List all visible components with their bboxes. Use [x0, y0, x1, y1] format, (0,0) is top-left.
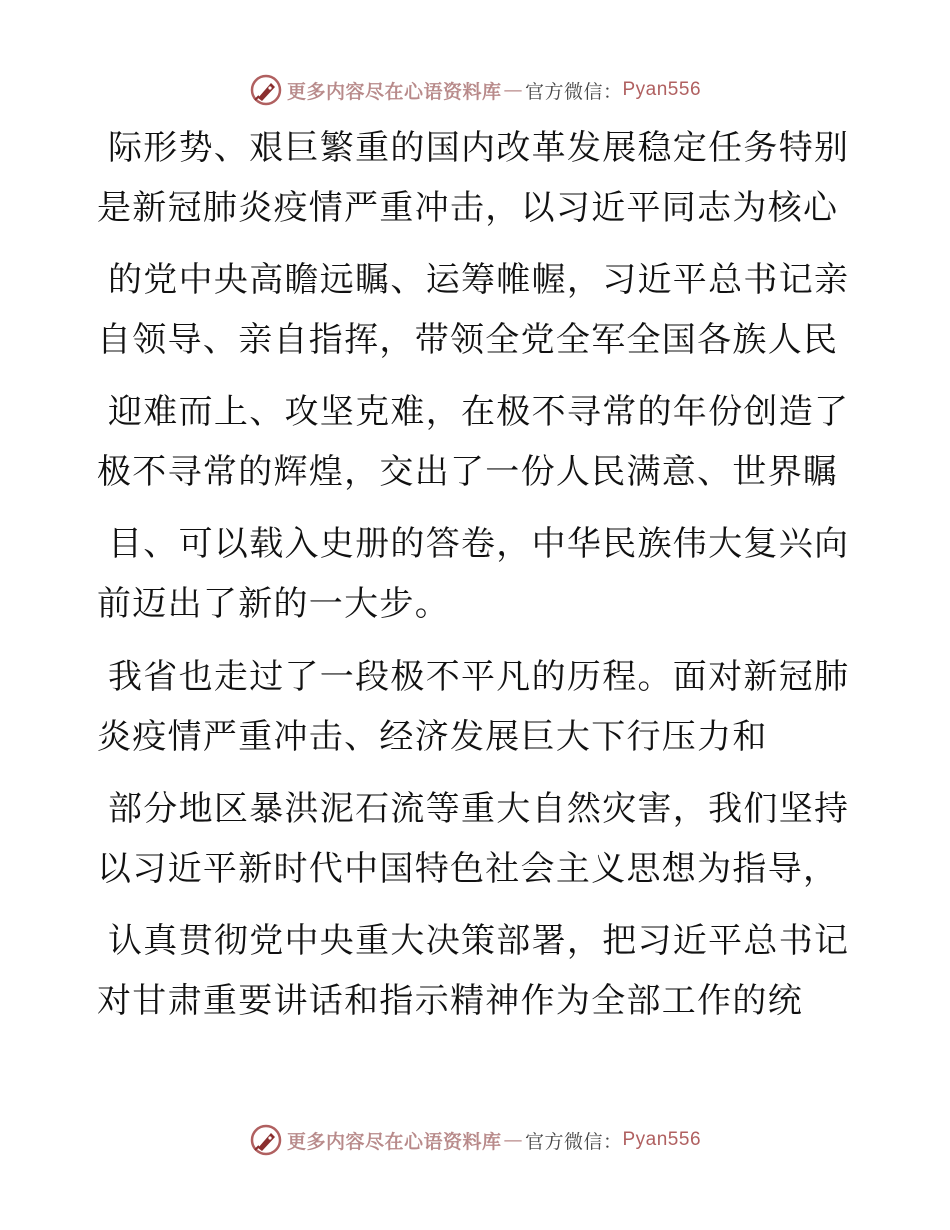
pen-nib-logo-icon — [249, 1123, 283, 1157]
footer-wechat-handle: Pyan556 — [622, 1129, 702, 1150]
text-line: 极不寻常的辉煌，交出了一份人民满意、世界瞩 — [97, 452, 839, 492]
footer-promo-text: 更多内容尽在心语资料库 — [286, 1130, 502, 1153]
header-promo-text: 更多内容尽在心语资料库 — [286, 80, 502, 103]
header-dash: — — [503, 79, 523, 101]
header-wechat-handle: Pyan556 — [622, 79, 702, 100]
text-line: 目、可以载入史册的答卷，中华民族伟大复兴向 — [108, 524, 850, 564]
footer-wechat-label: 官方微信： — [524, 1130, 623, 1153]
footer-dash: — — [503, 1129, 523, 1151]
text-line: 我省也走过了一段极不平凡的历程。面对新冠肺 — [108, 657, 850, 697]
text-line: 炎疫情严重冲击、经济发展巨大下行压力和 — [97, 717, 768, 757]
text-line: 自领导、亲自指挥，带领全党全军全国各族人民 — [97, 320, 839, 360]
text-line: 认真贯彻党中央重大决策部署，把习近平总书记 — [108, 921, 850, 961]
text-line: 以习近平新时代中国特色社会主义思想为指导， — [97, 849, 839, 889]
footer-banner — [0, 1120, 950, 1160]
text-line: 前迈出了新的一大步。 — [97, 584, 450, 624]
text-line: 际形势、艰巨繁重的国内改革发展稳定任务特别 — [108, 128, 850, 168]
header-wechat-label: 官方微信： — [524, 80, 623, 103]
footer-banner-text — [287, 1127, 701, 1154]
text-line: 部分地区暴洪泥石流等重大自然灾害，我们坚持 — [108, 789, 850, 829]
text-line: 是新冠肺炎疫情严重冲击，以习近平同志为核心 — [97, 188, 839, 228]
text-line: 迎难而上、攻坚克难，在极不寻常的年份创造了 — [108, 392, 850, 432]
text-line: 的党中央高瞻远瞩、运筹帷幄，习近平总书记亲 — [108, 260, 850, 300]
text-line: 对甘肃重要讲话和指示精神作为全部工作的统 — [97, 981, 803, 1021]
